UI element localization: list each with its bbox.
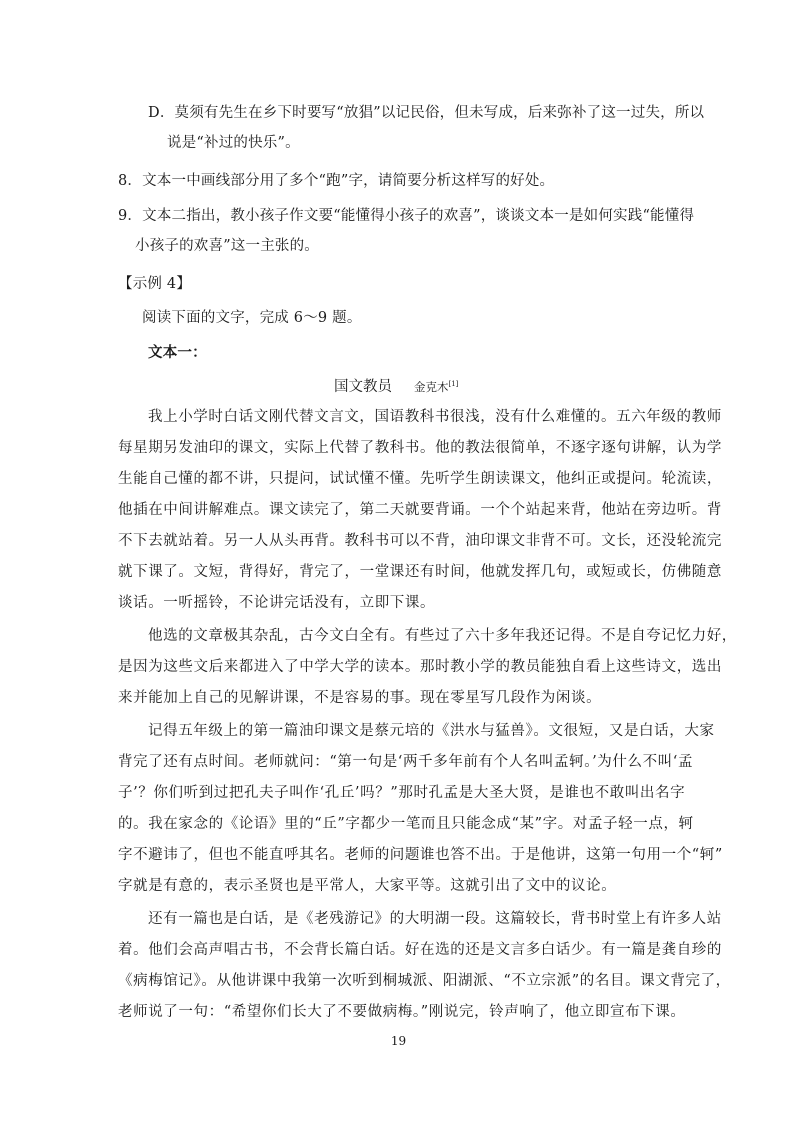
text-one-label: 文本一： xyxy=(148,344,207,361)
paragraph-line: 就下课了。文短，背得好，背完了，一堂课还有时间，他就发挥几句，或短或长，仿佛随意 xyxy=(118,564,722,580)
paragraph-line: 是因为这些文后来都进入了中学大学的读本。那时教小学的教员能独自看上这些诗文，选出 xyxy=(118,659,722,675)
question-item: 小孩子的欢喜”这一主张的。 xyxy=(135,238,320,254)
paragraph-line: 记得五年级上的第一篇油印课文是蔡元培的《洪水与猛兽》。文很短，又是白话，大家 xyxy=(148,723,715,739)
paragraph-line: 他选的文章极其杂乱，古今文白全有。有些过了六十多年我还记得。不是自夸记忆力好， xyxy=(148,628,737,644)
paragraph-line: 老师说了一句：“希望你们长大了不要做病梅。”刚说完，铃声响了，他立即宣布下课。 xyxy=(118,1004,686,1020)
paragraph-line: 字不避讳了，但也不能直呼其名。老师的问题谁也答不出。于是他讲，这第一句用一个“轲” xyxy=(118,847,723,863)
author-name: 金克木 xyxy=(414,380,449,394)
paragraph-line: 的。我在家念的《论语》里的“丘”字都少一笔而且只能念成“某”字。对孟子轻一点，轲 xyxy=(118,816,694,832)
question-item: 说是“补过的快乐”。 xyxy=(167,135,300,151)
paragraph-line: 子’？你们听到过把孔夫子叫作‘孔丘’吗？”那时孔孟是大圣大贤，是谁也不敢叫出名字 xyxy=(118,785,686,801)
paragraph-line: 不下去就站着。另一人从头再背。教科书可以不背，油印课文非背不可。文长，还没轮流完 xyxy=(118,533,722,549)
paragraph-line: 背完了还有点时间。老师就问：“第一句是‘两千多年前有个人名叫孟轲。’为什么不叫‘孟 xyxy=(118,754,694,770)
paragraph-line: 他插在中间讲解难点。课文读完了，第二天就要背诵。一个个站起来背，他站在旁边听。背 xyxy=(118,502,722,518)
instruction: 阅读下面的文字，完成 6～9 题。 xyxy=(142,310,362,326)
paragraph-line: 每星期另发油印的课文，实际上代替了教科书。他的教法很简单，不逐字逐句讲解，认为学 xyxy=(118,440,722,456)
article-title: 国文教员 xyxy=(334,379,392,395)
question-item: 9．文本二指出，教小孩子作文要“能懂得小孩子的欢喜”，谈谈文本一是如何实践“能懂得 xyxy=(118,208,695,224)
paragraph-line: 生能自己懂的都不讲，只提问，试试懂不懂。先听学生朗读课文，他纠正或提问。轮流读， xyxy=(118,471,722,487)
paragraph-line: 字就是有意的，表示圣贤也是平常人，大家平等。这就引出了文中的议论。 xyxy=(118,878,617,894)
paragraph-line: 我上小学时白话文刚代替文言文，国语教科书很浅，没有什么难懂的。五六年级的教师 xyxy=(148,409,722,425)
paragraph-line: 《病梅馆记》。从他讲课中我第一次听到桐城派、阳湖派、“不立宗派”的名目。课文背完了， xyxy=(118,973,731,989)
question-item: D．莫须有先生在乡下时要写“放猖”以记民俗，但未写成，后来弥补了这一过失，所以 xyxy=(148,105,705,121)
question-item: 8．文本一中画线部分用了多个“跑”字，请简要分析这样写的好处。 xyxy=(118,173,555,189)
page-number: 19 xyxy=(390,1034,407,1048)
example-heading: 【示例 4】 xyxy=(118,276,192,292)
paragraph-line: 着。他们会高声唱古书，不会背长篇白话。好在选的还是文言多白话少。有一篇是龚自珍的 xyxy=(118,942,722,958)
article-title-line xyxy=(334,374,458,397)
paragraph-line: 来并能加上自己的见解讲课，不是容易的事。现在零星写几段作为闲谈。 xyxy=(118,690,602,706)
paragraph-line: 还有一篇也是白话，是《老残游记》的大明湖一段。这篇较长，背书时堂上有许多人站 xyxy=(148,911,722,927)
author-footnote-marker: [1] xyxy=(448,380,459,388)
paragraph-line: 谈话。一听摇铃，不论讲完话没有，立即下课。 xyxy=(118,595,436,611)
article-author xyxy=(414,380,458,394)
